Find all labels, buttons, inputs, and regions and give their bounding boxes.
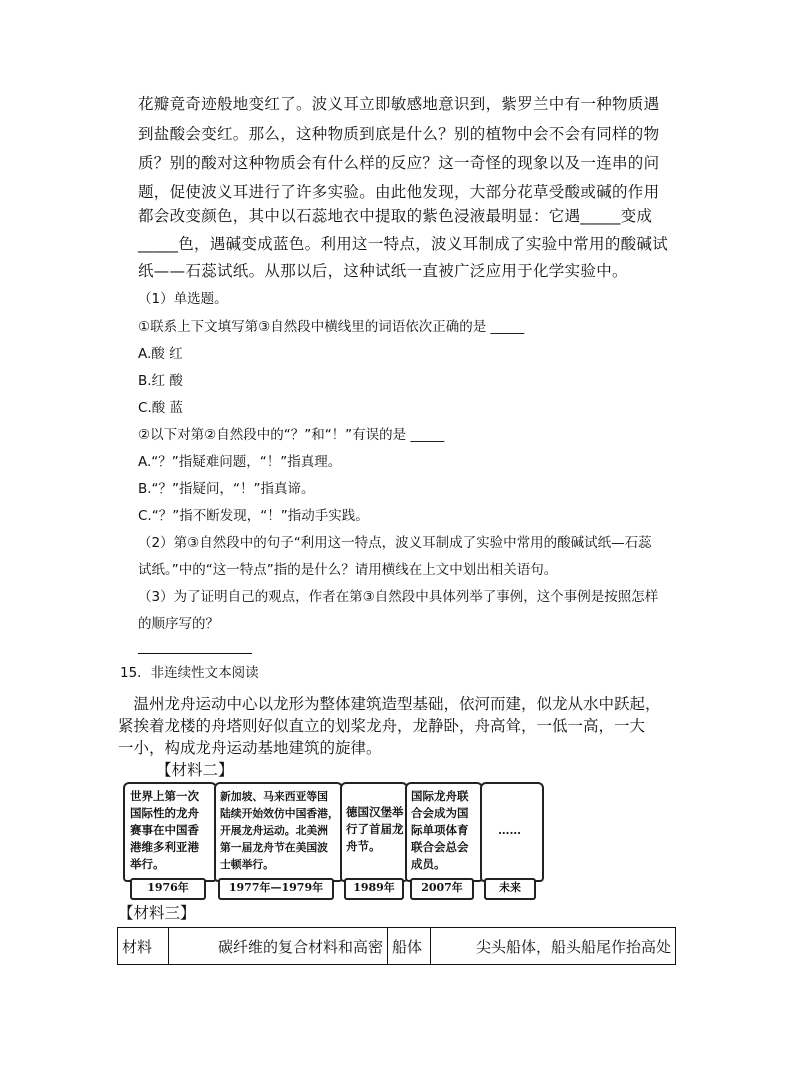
year-ribbon: 未来: [484, 878, 536, 900]
year-ribbon: 1989年: [344, 878, 404, 900]
paragraph-line: 质？别的酸对这种物质会有什么样的反应？这一奇怪的现象以及一连串的问: [138, 154, 660, 172]
table-cell: 船体: [388, 928, 431, 965]
passage-line: 一小，构成龙舟运动基地建筑的旋律。: [118, 739, 382, 757]
passage-line: 紧挨着龙楼的舟塔则好似直立的划桨龙舟，龙静卧，舟高耸，一低一高，一大: [118, 717, 646, 735]
option-b: B.红 酸: [138, 373, 183, 389]
table-row: [118, 928, 676, 965]
paragraph-line: 都会改变颜色，其中以石蕊地衣中提取的紫色浸液最明显：它遇_____变成: [138, 207, 653, 225]
timeline-scroll-1989: [340, 782, 408, 882]
table-cell: 尖头船体，船头船尾作抬高处: [431, 928, 676, 965]
answer-line: [138, 653, 252, 654]
paragraph-line: 纸——石蕊试纸。从那以后，这种试纸一直被广泛应用于化学实验中。: [138, 262, 628, 280]
timeline-text: 新加坡、马来西亚等国 陆续开始效仿中国香港， 开展龙舟运动。北美洲 第一届龙舟节在美国波 士顿举行。: [220, 790, 339, 871]
material-3-table: [117, 927, 676, 965]
timeline-scroll-1976: [123, 782, 217, 882]
timeline-text: ……: [498, 823, 521, 837]
table-cell: 碳纤维的复合材料和高密: [169, 928, 388, 965]
question-2-line: （2）第③自然段中的句子“利用这一特点，波义耳制成了实验中常用的酸碱试纸—石蕊: [138, 535, 652, 551]
question-3-line: （3）为了证明自己的观点，作者在第③自然段中具体列举了事例，这个事例是按照怎样: [138, 589, 659, 605]
material-3-label: 【材料三】: [118, 904, 196, 922]
option-a: A.酸 红: [138, 346, 183, 362]
timeline-text: 国际龙舟联 合会成为国 际单项体育 联合会总会 成员。: [411, 789, 469, 871]
paragraph-line: 题，促使波义耳进行了许多实验。由此他发现，大部分花草受酸或碱的作用: [138, 183, 660, 201]
material-2-label: 【材料二】: [156, 761, 234, 779]
timeline-text: 世界上第一次 国际性的龙舟 赛事在中国香 港维多利亚港 举行。: [130, 789, 199, 871]
question-2-line: 试纸。”中的“这一特点”指的是什么？请用横线在上文中划出相关语句。: [138, 562, 558, 578]
option-a: A.“？”指疑难问题，“！”指真理。: [138, 454, 342, 470]
section-title: 15．非连续性文本阅读: [120, 665, 259, 681]
paragraph-line: 到盐酸会变红。那么，这种物质到底是什么？别的植物中会不会有同样的物: [138, 125, 660, 143]
passage-line: 温州龙舟运动中心以龙形为整体建筑造型基础，依河而建，似龙从水中跃起，: [118, 695, 661, 713]
timeline-scroll-1977: [214, 782, 343, 882]
question-1-2: ②以下对第②自然段中的“？”和“！”有误的是 _____: [138, 427, 445, 443]
year-ribbon: 1976年: [130, 878, 206, 900]
timeline-scroll-2007: [405, 782, 483, 882]
year-ribbon: 1977年—1979年: [218, 878, 334, 900]
question-1-title: （1）单选题。: [138, 291, 228, 307]
option-c: C.酸 蓝: [138, 400, 184, 416]
timeline-scroll-future: [480, 782, 544, 882]
timeline-text: 德国汉堡举 行了首届龙 舟节。: [346, 805, 404, 853]
table-cell: 材料: [118, 928, 169, 965]
year-ribbon: 2007年: [410, 878, 474, 900]
option-b: B.“？”指疑问，“！”指真谛。: [138, 481, 315, 497]
paragraph-line: 花瓣竟奇迹般地变红了。波义耳立即敏感地意识到，紫罗兰中有一种物质遇: [138, 95, 660, 113]
question-1-1: ①联系上下文填写第③自然段中横线里的词语依次正确的是 _____: [138, 319, 525, 335]
paragraph-line: _____色，遇碱变成蓝色。利用这一特点，波义耳制成了实验中常用的酸碱试: [138, 235, 669, 253]
question-3-line: 的顺序写的？: [138, 616, 219, 632]
option-c: C.“？”指不断发现，“！”指动手实践。: [138, 508, 369, 524]
